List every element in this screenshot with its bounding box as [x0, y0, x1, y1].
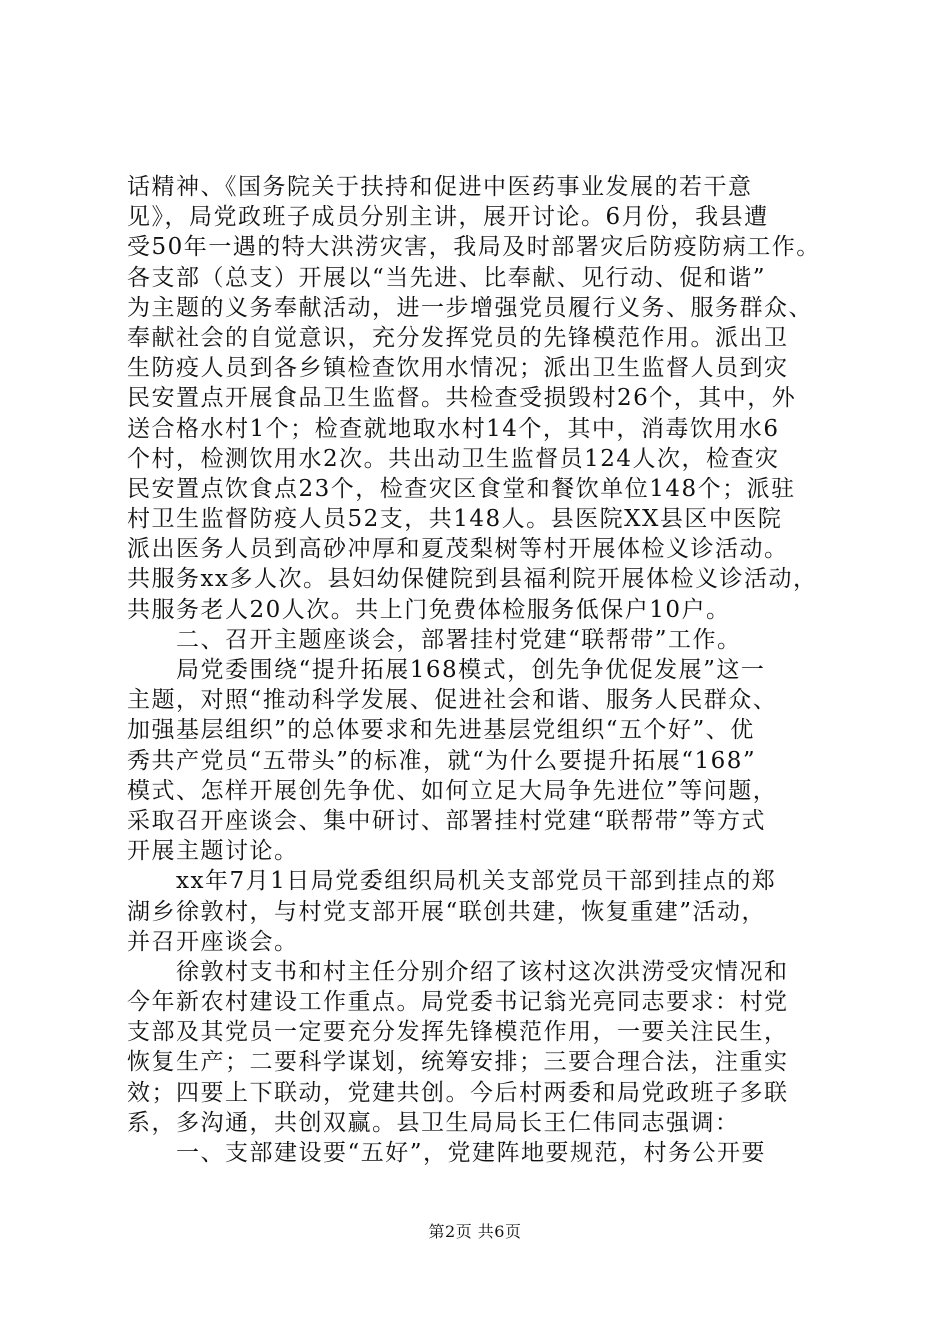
text-line: 各支部（总支）开展以“当先进、比奉献、见行动、促和谐”	[127, 264, 767, 291]
text-line: 恢复生产；二要科学谋划，统筹安排；三要合理合法，注重实	[127, 1049, 789, 1076]
text-line: 共服务老人20人次。共上门免费体检服务低保户10户。	[127, 596, 731, 623]
text-line: 受50年一遇的特大洪涝灾害，我局及时部署灾后防疫防病工作。	[127, 234, 821, 261]
text-line: 效；四要上下联动，党建共创。今后村两委和局党政班子多联	[127, 1079, 789, 1106]
document-body	[127, 172, 839, 1168]
text-line: 见》，局党政班子成员分别主讲，展开讨论。6月份，我县遭	[127, 204, 769, 231]
text-line: 二、召开主题座谈会，部署挂村党建“联帮带”工作。	[176, 626, 742, 653]
text-line: 派出医务人员到高砂冲厚和夏茂梨树等村开展体检义诊活动。	[127, 536, 789, 563]
text-line: 局党委围绕“提升拓展168模式，创先争优促发展”这一	[176, 657, 766, 683]
text-line: xx年7月1日局党委组织局机关支部党员干部到挂点的郑	[176, 868, 777, 895]
text-line: 秀共产党员“五带头”的标准，就“为什么要提升拓展“168”	[127, 747, 757, 774]
text-line: 送合格水村1个；检查就地取水村14个，其中，消毒饮用水6	[127, 415, 780, 442]
text-line: 村卫生监督防疫人员52支，共148人。县医院XX县区中医院	[127, 506, 783, 533]
text-line: 加强基层组织”的总体要求和先进基层党组织“五个好”、优	[127, 717, 755, 744]
page-footer: 第2页 共6页	[428, 1222, 522, 1241]
text-line: 共服务xx多人次。县妇幼保健院到县福利院开展体检义诊活动，	[127, 566, 818, 593]
text-line: 个村，检测饮用水2次。共出动卫生监督员124人次，检查灾	[127, 445, 780, 472]
text-line: 支部及其党员一定要充分发挥先锋模范作用，一要关注民生，	[127, 1019, 789, 1046]
text-line: 湖乡徐敦村，与村党支部开展“联创共建，恢复重建”活动，	[127, 898, 767, 925]
text-line: 系，多沟通，共创双赢。县卫生局局长王仁伟同志强调：	[127, 1109, 740, 1136]
text-line: 并召开座谈会。	[127, 928, 299, 955]
text-line: 主题，对照“推动科学发展、促进社会和谐、服务人民群众、	[127, 687, 778, 714]
text-line: 为主题的义务奉献活动，进一步增强党员履行义务、服务群众、	[127, 294, 813, 321]
text-line: 话精神、《国务院关于扶持和促进中医药事业发展的若干意	[127, 174, 753, 200]
text-line: 模式、怎样开展创先争优、如何立足大局争先进位”等问题，	[127, 777, 778, 804]
text-line: 徐敦村支书和村主任分别介绍了该村这次洪涝受灾情况和	[176, 958, 789, 985]
text-line: 开展主题讨论。	[127, 838, 299, 865]
text-line: 奉献社会的自觉意识，充分发挥党员的先锋模范作用。派出卫	[127, 324, 789, 351]
text-line: 今年新农村建设工作重点。局党委书记翁光亮同志要求：村党	[127, 989, 789, 1016]
text-line: 生防疫人员到各乡镇检查饮用水情况；派出卫生监督人员到灾	[127, 355, 789, 382]
text-line: 民安置点饮食点23个，检查灾区食堂和餐饮单位148个；派驻	[127, 475, 796, 502]
text-line: 一、支部建设要“五好”，党建阵地要规范，村务公开要	[176, 1140, 767, 1166]
text-line: 民安置点开展食品卫生监督。共检查受损毁村26个，其中，外	[127, 385, 797, 412]
text-line: 采取召开座谈会、集中研讨、部署挂村党建“联帮带”等方式	[127, 807, 767, 834]
